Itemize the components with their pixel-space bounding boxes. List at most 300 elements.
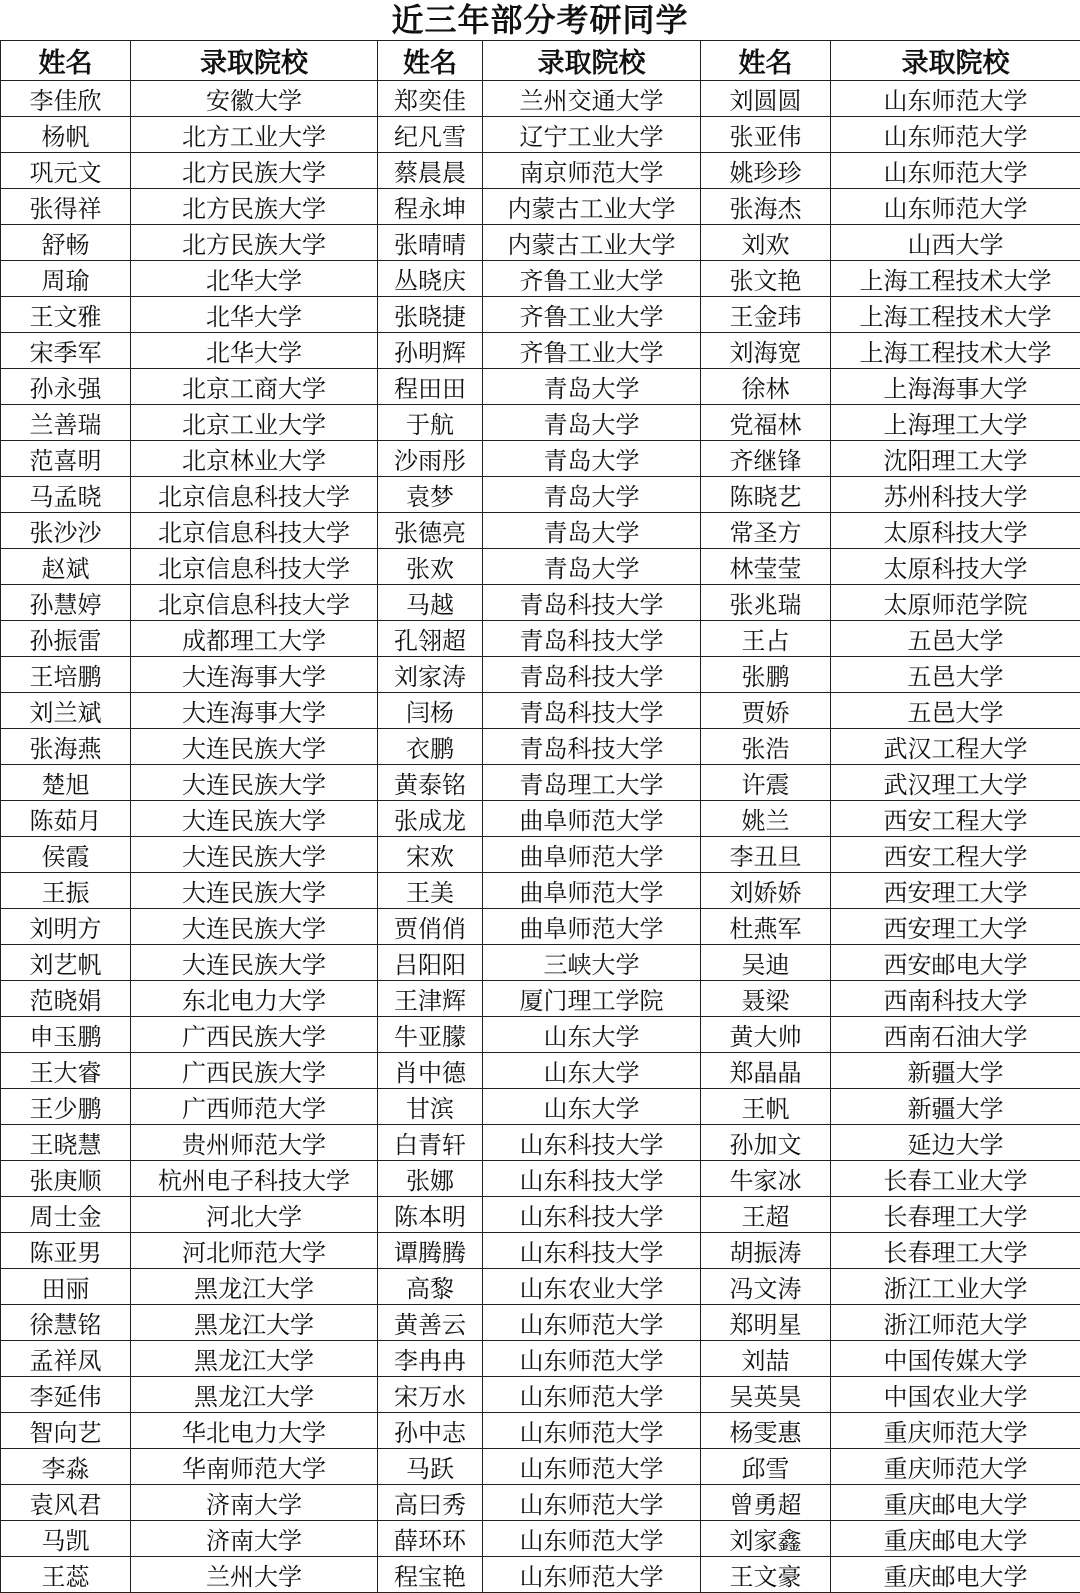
student-name: 范喜明 [1, 441, 131, 477]
school-name: 重庆邮电大学 [831, 1485, 1080, 1521]
school-name: 曲阜师范大学 [483, 873, 701, 909]
student-name: 姚珍珍 [701, 153, 831, 189]
student-name: 冯文涛 [701, 1269, 831, 1305]
school-name: 北方民族大学 [131, 225, 378, 261]
student-name: 巩元文 [1, 153, 131, 189]
table-row [1, 1125, 1080, 1161]
header-name-3: 姓名 [701, 41, 831, 81]
school-name: 辽宁工业大学 [483, 117, 701, 153]
student-name: 孟祥凤 [1, 1341, 131, 1377]
school-name: 兰州大学 [131, 1557, 378, 1593]
table-row [1, 1449, 1080, 1485]
table-row [1, 801, 1080, 837]
school-name: 青岛科技大学 [483, 729, 701, 765]
student-name: 杜燕军 [701, 909, 831, 945]
student-name: 王帆 [701, 1089, 831, 1125]
student-name: 蔡晨晨 [378, 153, 483, 189]
student-name: 高曰秀 [378, 1485, 483, 1521]
school-name: 西安理工大学 [831, 909, 1080, 945]
school-name: 北京信息科技大学 [131, 549, 378, 585]
student-name: 刘艺帆 [1, 945, 131, 981]
student-name: 徐林 [701, 369, 831, 405]
school-name: 济南大学 [131, 1485, 378, 1521]
student-name: 周瑜 [1, 261, 131, 297]
student-name: 李冉冉 [378, 1341, 483, 1377]
student-name: 张得祥 [1, 189, 131, 225]
table-row [1, 441, 1080, 477]
student-name: 李淼 [1, 1449, 131, 1485]
student-name: 徐慧铭 [1, 1305, 131, 1341]
student-name: 吕阳阳 [378, 945, 483, 981]
school-name: 曲阜师范大学 [483, 801, 701, 837]
school-name: 北方工业大学 [131, 117, 378, 153]
school-name: 重庆师范大学 [831, 1413, 1080, 1449]
school-name: 重庆邮电大学 [831, 1521, 1080, 1557]
student-name: 袁梦 [378, 477, 483, 513]
student-name: 张庚顺 [1, 1161, 131, 1197]
school-name: 青岛理工大学 [483, 765, 701, 801]
table-row [1, 81, 1080, 117]
student-name: 黄泰铭 [378, 765, 483, 801]
school-name: 青岛大学 [483, 441, 701, 477]
student-name: 闫杨 [378, 693, 483, 729]
student-name: 党福林 [701, 405, 831, 441]
student-name: 王大睿 [1, 1053, 131, 1089]
student-name: 王文豪 [701, 1557, 831, 1593]
school-name: 长春工业大学 [831, 1161, 1080, 1197]
school-name: 中国传媒大学 [831, 1341, 1080, 1377]
school-name: 五邑大学 [831, 693, 1080, 729]
student-name: 刘娇娇 [701, 873, 831, 909]
school-name: 青岛大学 [483, 549, 701, 585]
school-name: 齐鲁工业大学 [483, 297, 701, 333]
school-name: 西安理工大学 [831, 873, 1080, 909]
student-name: 张亚伟 [701, 117, 831, 153]
student-name: 张浩 [701, 729, 831, 765]
student-name: 张文艳 [701, 261, 831, 297]
student-name: 刘喆 [701, 1341, 831, 1377]
school-name: 北华大学 [131, 297, 378, 333]
student-name: 马孟晓 [1, 477, 131, 513]
school-name: 浙江工业大学 [831, 1269, 1080, 1305]
table-row [1, 1233, 1080, 1269]
student-name: 常圣方 [701, 513, 831, 549]
student-name: 曾勇超 [701, 1485, 831, 1521]
table-row [1, 405, 1080, 441]
student-name: 王少鹏 [1, 1089, 131, 1125]
student-name: 李延伟 [1, 1377, 131, 1413]
table-row [1, 549, 1080, 585]
student-name: 郑奕佳 [378, 81, 483, 117]
school-name: 北京工业大学 [131, 405, 378, 441]
school-name: 兰州交通大学 [483, 81, 701, 117]
page-title: 近三年部分考研同学 [0, 0, 1080, 40]
school-name: 东北电力大学 [131, 981, 378, 1017]
header-row [1, 41, 1080, 81]
student-name: 张鹏 [701, 657, 831, 693]
school-name: 大连海事大学 [131, 657, 378, 693]
school-name: 南京师范大学 [483, 153, 701, 189]
student-name: 吴迪 [701, 945, 831, 981]
school-name: 厦门理工学院 [483, 981, 701, 1017]
student-name: 刘明方 [1, 909, 131, 945]
school-name: 新疆大学 [831, 1089, 1080, 1125]
student-name: 黄大帅 [701, 1017, 831, 1053]
school-name: 杭州电子科技大学 [131, 1161, 378, 1197]
school-name: 浙江师范大学 [831, 1305, 1080, 1341]
student-name: 王占 [701, 621, 831, 657]
school-name: 济南大学 [131, 1521, 378, 1557]
school-name: 成都理工大学 [131, 621, 378, 657]
student-name: 程宝艳 [378, 1557, 483, 1593]
school-name: 延边大学 [831, 1125, 1080, 1161]
school-name: 北华大学 [131, 333, 378, 369]
school-name: 长春理工大学 [831, 1233, 1080, 1269]
student-name: 姚兰 [701, 801, 831, 837]
school-name: 西安工程大学 [831, 837, 1080, 873]
school-name: 曲阜师范大学 [483, 837, 701, 873]
school-name: 山东师范大学 [483, 1557, 701, 1593]
student-name: 袁风君 [1, 1485, 131, 1521]
school-name: 华北电力大学 [131, 1413, 378, 1449]
student-name: 刘圆圆 [701, 81, 831, 117]
student-name: 杨雯惠 [701, 1413, 831, 1449]
student-name: 赵斌 [1, 549, 131, 585]
table-row [1, 369, 1080, 405]
admissions-table [0, 40, 1080, 1593]
school-name: 黑龙江大学 [131, 1341, 378, 1377]
table-row [1, 477, 1080, 513]
student-name: 孙振雷 [1, 621, 131, 657]
student-name: 孙明辉 [378, 333, 483, 369]
school-name: 西南科技大学 [831, 981, 1080, 1017]
school-name: 北方民族大学 [131, 153, 378, 189]
table-row [1, 1413, 1080, 1449]
school-name: 河北师范大学 [131, 1233, 378, 1269]
school-name: 西南石油大学 [831, 1017, 1080, 1053]
student-name: 肖中德 [378, 1053, 483, 1089]
school-name: 山东师范大学 [483, 1377, 701, 1413]
school-name: 上海工程技术大学 [831, 261, 1080, 297]
student-name: 王振 [1, 873, 131, 909]
student-name: 刘欢 [701, 225, 831, 261]
school-name: 西安工程大学 [831, 801, 1080, 837]
school-name: 中国农业大学 [831, 1377, 1080, 1413]
table-row [1, 1485, 1080, 1521]
school-name: 黑龙江大学 [131, 1305, 378, 1341]
student-name: 王文雅 [1, 297, 131, 333]
school-name: 上海理工大学 [831, 405, 1080, 441]
student-name: 吴英昊 [701, 1377, 831, 1413]
school-name: 山东师范大学 [831, 81, 1080, 117]
student-name: 范晓娟 [1, 981, 131, 1017]
student-name: 孙慧婷 [1, 585, 131, 621]
table-row [1, 585, 1080, 621]
student-name: 刘家鑫 [701, 1521, 831, 1557]
student-name: 李佳欣 [1, 81, 131, 117]
student-name: 杨帆 [1, 117, 131, 153]
school-name: 华南师范大学 [131, 1449, 378, 1485]
school-name: 内蒙古工业大学 [483, 225, 701, 261]
student-name: 王蕊 [1, 1557, 131, 1593]
school-name: 大连民族大学 [131, 873, 378, 909]
school-name: 苏州科技大学 [831, 477, 1080, 513]
school-name: 大连海事大学 [131, 693, 378, 729]
school-name: 北京信息科技大学 [131, 585, 378, 621]
student-name: 贾娇 [701, 693, 831, 729]
school-name: 大连民族大学 [131, 909, 378, 945]
school-name: 山东师范大学 [483, 1341, 701, 1377]
school-name: 青岛大学 [483, 369, 701, 405]
school-name: 重庆师范大学 [831, 1449, 1080, 1485]
student-name: 周士金 [1, 1197, 131, 1233]
student-name: 智向艺 [1, 1413, 131, 1449]
table-row [1, 837, 1080, 873]
school-name: 山东师范大学 [483, 1521, 701, 1557]
table-row [1, 909, 1080, 945]
school-name: 大连民族大学 [131, 945, 378, 981]
school-name: 山东科技大学 [483, 1125, 701, 1161]
school-name: 山东师范大学 [483, 1305, 701, 1341]
table-row [1, 981, 1080, 1017]
student-name: 贾俏俏 [378, 909, 483, 945]
student-name: 刘兰斌 [1, 693, 131, 729]
school-name: 青岛大学 [483, 513, 701, 549]
table-row [1, 621, 1080, 657]
table-row [1, 657, 1080, 693]
student-name: 薛环环 [378, 1521, 483, 1557]
student-name: 李丑旦 [701, 837, 831, 873]
student-name: 宋万水 [378, 1377, 483, 1413]
student-name: 陈晓艺 [701, 477, 831, 513]
school-name: 齐鲁工业大学 [483, 261, 701, 297]
student-name: 程永坤 [378, 189, 483, 225]
student-name: 牛亚朦 [378, 1017, 483, 1053]
student-name: 陈茹月 [1, 801, 131, 837]
school-name: 三峡大学 [483, 945, 701, 981]
school-name: 河北大学 [131, 1197, 378, 1233]
school-name: 贵州师范大学 [131, 1125, 378, 1161]
school-name: 山西大学 [831, 225, 1080, 261]
school-name: 武汉工程大学 [831, 729, 1080, 765]
table-body [1, 81, 1080, 1593]
student-name: 黄善云 [378, 1305, 483, 1341]
student-name: 甘滨 [378, 1089, 483, 1125]
school-name: 广西师范大学 [131, 1089, 378, 1125]
student-name: 兰善瑞 [1, 405, 131, 441]
student-name: 申玉鹏 [1, 1017, 131, 1053]
school-name: 山东师范大学 [831, 189, 1080, 225]
header-school-2: 录取院校 [483, 41, 701, 81]
student-name: 于航 [378, 405, 483, 441]
student-name: 楚旭 [1, 765, 131, 801]
student-name: 程田田 [378, 369, 483, 405]
student-name: 丛晓庆 [378, 261, 483, 297]
table-row [1, 1053, 1080, 1089]
school-name: 上海工程技术大学 [831, 333, 1080, 369]
student-name: 张晴晴 [378, 225, 483, 261]
table-row [1, 513, 1080, 549]
student-name: 张沙沙 [1, 513, 131, 549]
student-name: 林莹莹 [701, 549, 831, 585]
table-row [1, 1557, 1080, 1593]
table-row [1, 693, 1080, 729]
table-row [1, 297, 1080, 333]
student-name: 马跃 [378, 1449, 483, 1485]
school-name: 黑龙江大学 [131, 1269, 378, 1305]
student-name: 孙永强 [1, 369, 131, 405]
student-name: 宋季军 [1, 333, 131, 369]
table-row [1, 189, 1080, 225]
student-name: 张兆瑞 [701, 585, 831, 621]
header-name-1: 姓名 [1, 41, 131, 81]
student-name: 王金玮 [701, 297, 831, 333]
school-name: 广西民族大学 [131, 1053, 378, 1089]
table-row [1, 1017, 1080, 1053]
table-row [1, 1305, 1080, 1341]
header-school-1: 录取院校 [131, 41, 378, 81]
school-name: 山东科技大学 [483, 1233, 701, 1269]
school-name: 曲阜师范大学 [483, 909, 701, 945]
student-name: 王晓慧 [1, 1125, 131, 1161]
table-row [1, 1269, 1080, 1305]
student-name: 高黎 [378, 1269, 483, 1305]
student-name: 孙加文 [701, 1125, 831, 1161]
school-name: 上海海事大学 [831, 369, 1080, 405]
table-row [1, 1089, 1080, 1125]
student-name: 王津辉 [378, 981, 483, 1017]
table-row [1, 1197, 1080, 1233]
student-name: 郑晶晶 [701, 1053, 831, 1089]
student-name: 王超 [701, 1197, 831, 1233]
table-row [1, 117, 1080, 153]
school-name: 大连民族大学 [131, 837, 378, 873]
student-name: 许震 [701, 765, 831, 801]
school-name: 内蒙古工业大学 [483, 189, 701, 225]
school-name: 青岛大学 [483, 477, 701, 513]
student-name: 邱雪 [701, 1449, 831, 1485]
table-row [1, 225, 1080, 261]
school-name: 北京林业大学 [131, 441, 378, 477]
school-name: 大连民族大学 [131, 729, 378, 765]
student-name: 牛家冰 [701, 1161, 831, 1197]
student-name: 陈本明 [378, 1197, 483, 1233]
school-name: 重庆邮电大学 [831, 1557, 1080, 1593]
table-row [1, 1521, 1080, 1557]
student-name: 刘家涛 [378, 657, 483, 693]
table-row [1, 873, 1080, 909]
table-row [1, 945, 1080, 981]
student-name: 侯霞 [1, 837, 131, 873]
student-name: 白青轩 [378, 1125, 483, 1161]
table-row [1, 1161, 1080, 1197]
school-name: 大连民族大学 [131, 765, 378, 801]
school-name: 广西民族大学 [131, 1017, 378, 1053]
student-name: 胡振涛 [701, 1233, 831, 1269]
school-name: 山东大学 [483, 1089, 701, 1125]
school-name: 北京信息科技大学 [131, 477, 378, 513]
school-name: 西安邮电大学 [831, 945, 1080, 981]
school-name: 五邑大学 [831, 621, 1080, 657]
student-name: 舒畅 [1, 225, 131, 261]
school-name: 山东科技大学 [483, 1161, 701, 1197]
school-name: 大连民族大学 [131, 801, 378, 837]
school-name: 黑龙江大学 [131, 1377, 378, 1413]
student-name: 郑明星 [701, 1305, 831, 1341]
student-name: 齐继锋 [701, 441, 831, 477]
student-name: 张娜 [378, 1161, 483, 1197]
header-name-2: 姓名 [378, 41, 483, 81]
student-name: 宋欢 [378, 837, 483, 873]
school-name: 五邑大学 [831, 657, 1080, 693]
school-name: 山东大学 [483, 1017, 701, 1053]
school-name: 齐鲁工业大学 [483, 333, 701, 369]
school-name: 山东师范大学 [483, 1485, 701, 1521]
school-name: 山东师范大学 [483, 1413, 701, 1449]
school-name: 安徽大学 [131, 81, 378, 117]
school-name: 新疆大学 [831, 1053, 1080, 1089]
school-name: 北方民族大学 [131, 189, 378, 225]
school-name: 北京工商大学 [131, 369, 378, 405]
table-row [1, 153, 1080, 189]
school-name: 山东师范大学 [831, 153, 1080, 189]
student-name: 沙雨彤 [378, 441, 483, 477]
school-name: 青岛科技大学 [483, 693, 701, 729]
school-name: 青岛科技大学 [483, 621, 701, 657]
student-name: 孙中志 [378, 1413, 483, 1449]
school-name: 青岛科技大学 [483, 585, 701, 621]
student-name: 谭腾腾 [378, 1233, 483, 1269]
student-name: 纪凡雪 [378, 117, 483, 153]
school-name: 山东农业大学 [483, 1269, 701, 1305]
table-row [1, 729, 1080, 765]
school-name: 北华大学 [131, 261, 378, 297]
school-name: 山东师范大学 [483, 1449, 701, 1485]
student-name: 衣鹏 [378, 729, 483, 765]
student-name: 王培鹏 [1, 657, 131, 693]
table-row [1, 1377, 1080, 1413]
school-name: 山东师范大学 [831, 117, 1080, 153]
school-name: 青岛大学 [483, 405, 701, 441]
student-name: 马越 [378, 585, 483, 621]
school-name: 太原科技大学 [831, 549, 1080, 585]
header-school-3: 录取院校 [831, 41, 1080, 81]
student-name: 马凯 [1, 1521, 131, 1557]
student-name: 张欢 [378, 549, 483, 585]
student-name: 刘海宽 [701, 333, 831, 369]
student-name: 张成龙 [378, 801, 483, 837]
student-name: 陈亚男 [1, 1233, 131, 1269]
student-name: 孔翎超 [378, 621, 483, 657]
student-name: 张晓捷 [378, 297, 483, 333]
school-name: 上海工程技术大学 [831, 297, 1080, 333]
school-name: 沈阳理工大学 [831, 441, 1080, 477]
student-name: 张德亮 [378, 513, 483, 549]
school-name: 山东大学 [483, 1053, 701, 1089]
school-name: 太原师范学院 [831, 585, 1080, 621]
school-name: 武汉理工大学 [831, 765, 1080, 801]
school-name: 长春理工大学 [831, 1197, 1080, 1233]
school-name: 青岛科技大学 [483, 657, 701, 693]
student-name: 聂梁 [701, 981, 831, 1017]
student-name: 田丽 [1, 1269, 131, 1305]
table-row [1, 333, 1080, 369]
table-row [1, 1341, 1080, 1377]
table-row [1, 765, 1080, 801]
school-name: 太原科技大学 [831, 513, 1080, 549]
school-name: 山东科技大学 [483, 1197, 701, 1233]
student-name: 张海杰 [701, 189, 831, 225]
